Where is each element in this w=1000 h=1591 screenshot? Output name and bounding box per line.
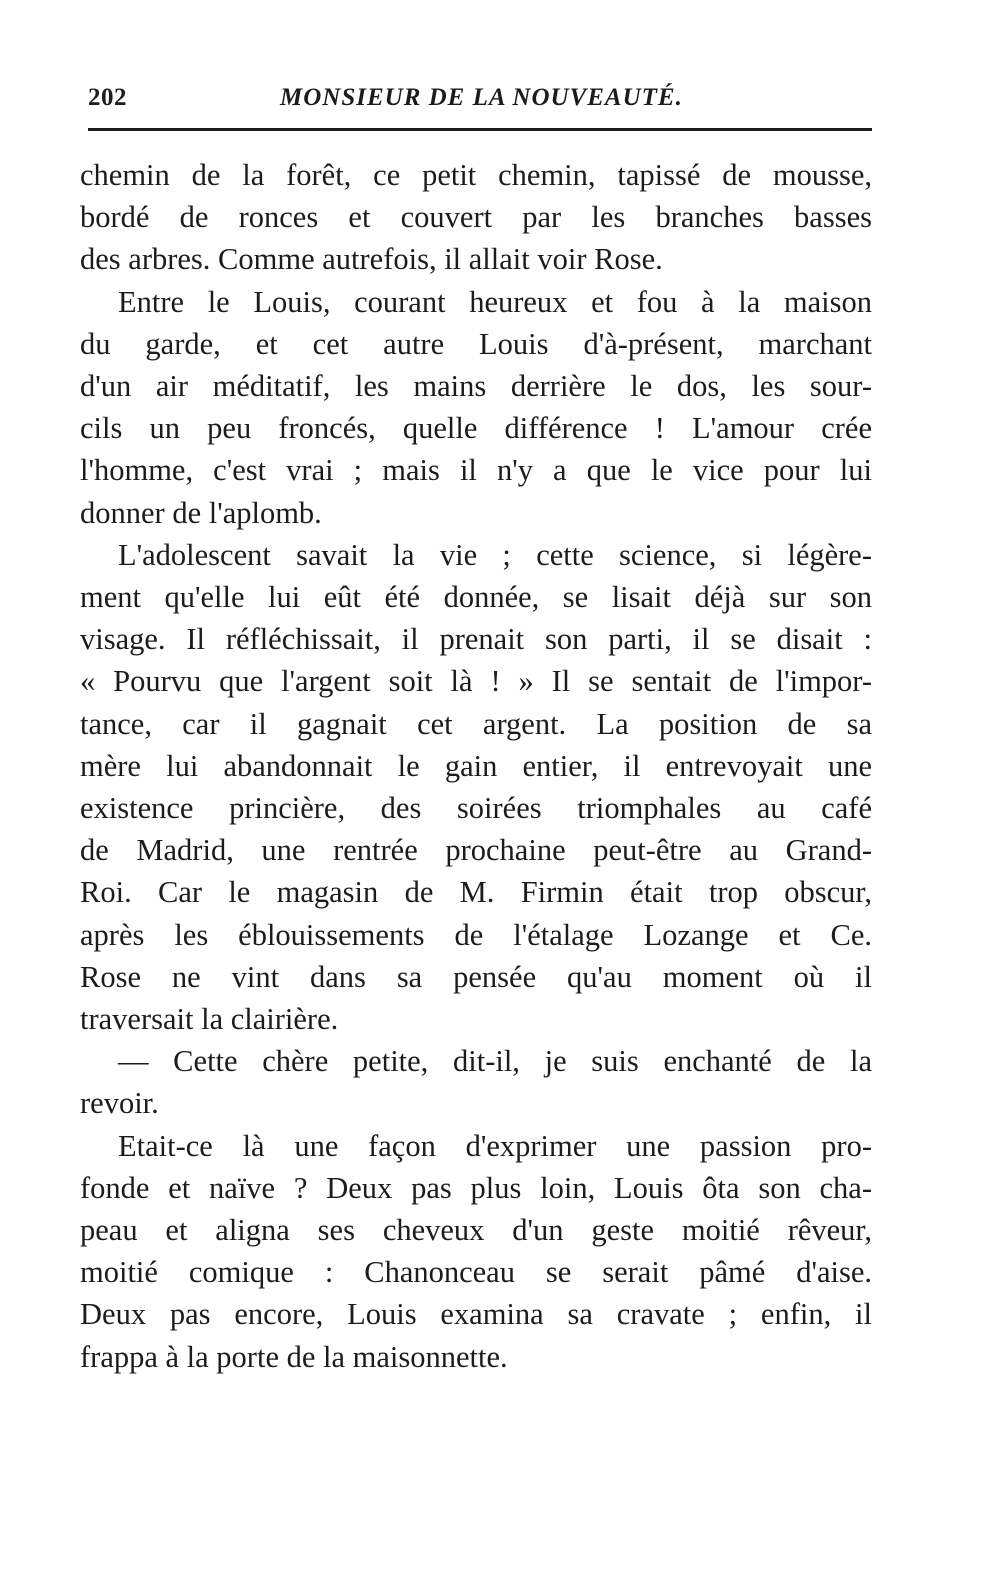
text-line: bordé de ronces et couvert par les branches basses [80,200,872,235]
text-line: mère lui abandonnait le gain entier, il entrevoyait une [80,748,872,783]
text-line: existence princière, des soirées triomphales au café [80,791,872,826]
page-number: 202 [88,84,127,111]
text-line: — Cette chère petite, dit-il, je suis enchanté de la [118,1044,872,1079]
text-line: Entre le Louis, courant heureux et fou à la maison [118,284,872,319]
header-rule [88,128,872,131]
body-text [80,154,872,1378]
text-line: l'homme, c'est vrai ; mais il n'y a que le vice pour lui [80,453,872,488]
text-line: tance, car il gagnait cet argent. La position de sa [80,706,872,741]
text-line: donner de l'aplomb. [80,495,322,530]
text-line: Etait-ce là une façon d'exprimer une passion pro- [118,1128,872,1163]
text-line: d'un air méditatif, les mains derrière le dos, les sour- [80,369,872,404]
text-line: traversait la clairière. [80,1002,339,1037]
text-line: de Madrid, une rentrée prochaine peut-être au Grand- [80,833,872,868]
text-line: frappa à la porte de la maisonnette. [80,1339,508,1374]
text-line: visage. Il réfléchissait, il prenait son parti, il se disait : [80,622,872,657]
text-line: Deux pas encore, Louis examina sa cravate ; enfin, il [80,1297,872,1332]
text-line: fonde et naïve ? Deux pas plus loin, Louis ôta son cha- [80,1170,872,1205]
text-line: chemin de la forêt, ce petit chemin, tapissé de mousse, [80,158,872,192]
text-line: du garde, et cet autre Louis d'à-présent, marchant [80,326,872,361]
text-line: ment qu'elle lui eût été donnée, se lisait déjà sur son [80,580,872,615]
running-header [80,80,872,120]
book-page [80,80,872,1374]
text-line: L'adolescent savait la vie ; cette science, si légère- [118,537,872,572]
text-line: après les éblouissements de l'étalage Lozange et Ce. [80,917,872,952]
text-line: Roi. Car le magasin de M. Firmin était trop obscur, [80,875,872,910]
running-title: MONSIEUR DE LA NOUVEAUTÉ. [280,84,683,111]
text-line: peau et aligna ses cheveux d'un geste moitié rêveur, [80,1213,872,1248]
text-line: Rose ne vint dans sa pensée qu'au moment où il [80,959,872,994]
text-line: des arbres. Comme autrefois, il allait voir Rose. [80,242,663,277]
text-line: cils un peu froncés, quelle différence ! L'amour crée [80,411,872,446]
text-line: moitié comique : Chanonceau se serait pâmé d'aise. [80,1255,872,1290]
text-line: revoir. [80,1086,159,1121]
text-line: « Pourvu que l'argent soit là ! » Il se sentait de l'impor- [80,664,872,699]
